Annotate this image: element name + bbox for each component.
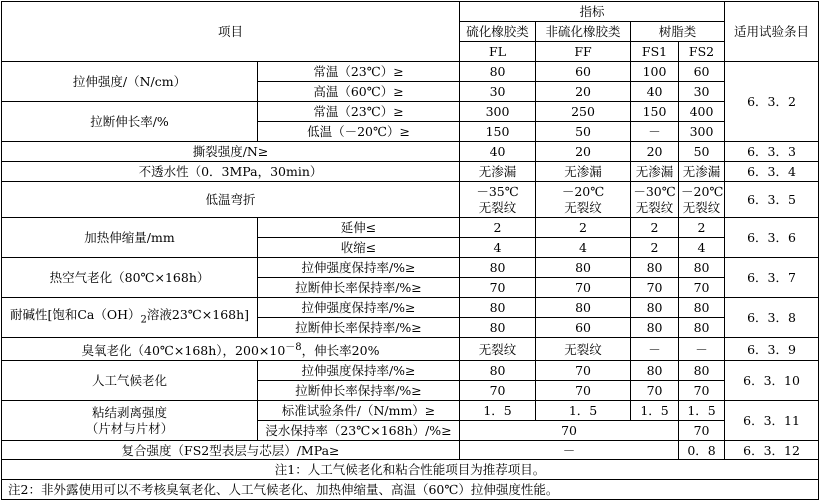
cell-value: －35℃ 无裂纹 [460, 182, 536, 218]
header-indicator: 指标 [460, 2, 725, 22]
row-label: 人工气候老化 [2, 361, 258, 401]
cell-value: 80 [631, 298, 679, 318]
cell-value: 60 [679, 62, 725, 82]
row-clause: 6．3．9 [725, 338, 819, 361]
note-1: 注1：人工气候老化和粘合性能项目为推荐项目。 [2, 460, 819, 480]
cell-value: 70 [679, 381, 725, 401]
cell-value: 1．5 [679, 401, 725, 421]
row-sublabel: 收缩≤ [258, 238, 460, 258]
cell-value: 70 [536, 381, 631, 401]
row-sublabel: 低温（－20℃）≥ [258, 122, 460, 142]
cell-value: 300 [460, 102, 536, 122]
table-row [2, 441, 819, 460]
cell-value: 无渗漏 [631, 162, 679, 182]
row-label: 拉伸强度/（N/cm） [2, 62, 258, 102]
header-code-fs2: FS2 [679, 42, 725, 62]
row-clause: 6．3．12 [725, 441, 819, 460]
cell-value: 60 [536, 318, 631, 338]
row-sublabel: 拉伸强度保持率/%≥ [258, 361, 460, 381]
cell-value: 2 [631, 238, 679, 258]
cell-value: 80 [460, 62, 536, 82]
table-row [2, 218, 819, 238]
table-row [2, 401, 819, 421]
row-label: 低温弯折 [2, 182, 460, 218]
row-clause: 6．3．5 [725, 182, 819, 218]
cell-value: 无渗漏 [460, 162, 536, 182]
cell-value: 20 [631, 142, 679, 162]
cell-value: 2 [460, 218, 536, 238]
cell-value: 40 [631, 82, 679, 102]
cell-value: 4 [536, 238, 631, 258]
cell-value: 30 [679, 82, 725, 102]
row-clause: 6．3．8 [725, 298, 819, 338]
table-row [2, 298, 819, 318]
cell-value: 70 [536, 361, 631, 381]
row-sublabel: 拉伸强度保持率/%≥ [258, 298, 460, 318]
cell-value: 2 [631, 218, 679, 238]
row-label: 复合强度（FS2型表层与芯层）/MPa≥ [2, 441, 460, 460]
cell-value: 80 [460, 258, 536, 278]
cell-value: 80 [631, 361, 679, 381]
cell-value: 50 [679, 142, 725, 162]
cell-value: － [679, 338, 725, 361]
table-row [2, 258, 819, 278]
row-label: 热空气老化（80℃×168h） [2, 258, 258, 298]
cell-value: 2 [536, 218, 631, 238]
table-row [2, 182, 819, 218]
row-label: 拉断伸长率/% [2, 102, 258, 142]
cell-value: 70 [679, 421, 725, 441]
cell-value: 50 [536, 122, 631, 142]
row-clause: 6．3．7 [725, 258, 819, 298]
cell-value: 40 [460, 142, 536, 162]
cell-value: 4 [679, 238, 725, 258]
row-sublabel: 常温（23℃）≥ [258, 62, 460, 82]
cell-value: 20 [536, 82, 631, 102]
cell-value: 80 [536, 298, 631, 318]
cell-value: － [460, 441, 679, 460]
row-clause: 6．3．6 [725, 218, 819, 258]
note-2: 注2：非外露使用可以不考核臭氧老化、人工气候老化、加热伸缩量、高温（60℃）拉伸强度性能。 [2, 480, 819, 500]
row-sublabel: 常温（23℃）≥ [258, 102, 460, 122]
table-row [2, 62, 819, 82]
cell-value: 80 [536, 258, 631, 278]
row-clause: 6．3．2 [725, 62, 819, 142]
cell-value: － [631, 122, 679, 142]
cell-value: 150 [631, 102, 679, 122]
table-row [2, 460, 819, 480]
cell-value: 70 [460, 421, 679, 441]
row-label: 不透水性（0．3MPa，30min） [2, 162, 460, 182]
header-code-ff: FF [536, 42, 631, 62]
cell-value: 80 [679, 298, 725, 318]
cell-value: 1．5 [536, 401, 631, 421]
cell-value: 80 [460, 318, 536, 338]
cell-value: 1．5 [631, 401, 679, 421]
cell-value: 无渗漏 [679, 162, 725, 182]
cell-value: 400 [679, 102, 725, 122]
header-code-fs1: FS1 [631, 42, 679, 62]
cell-value: 4 [460, 238, 536, 258]
cell-value: 无裂纹 [460, 338, 536, 361]
cell-value: 30 [460, 82, 536, 102]
cell-value: 1．5 [460, 401, 536, 421]
cell-value: 80 [460, 298, 536, 318]
row-clause: 6．3．3 [725, 142, 819, 162]
row-sublabel: 拉断伸长率保持率/%≥ [258, 278, 460, 298]
cell-value: 150 [460, 122, 536, 142]
row-clause: 6．3．4 [725, 162, 819, 182]
row-sublabel: 高温（60℃）≥ [258, 82, 460, 102]
cell-value: 80 [460, 361, 536, 381]
cell-value: 80 [631, 258, 679, 278]
row-label: 耐碱性[饱和$Ca(OH)_2$溶液23℃×168h] [2, 298, 258, 338]
table-row [2, 142, 819, 162]
cell-value: 80 [679, 361, 725, 381]
table-row [2, 480, 819, 500]
table-row [2, 162, 819, 182]
cell-value: 250 [536, 102, 631, 122]
cell-value: 无裂纹 [536, 338, 631, 361]
table-row [2, 338, 819, 361]
table-row [2, 102, 819, 122]
cell-value: 70 [631, 381, 679, 401]
row-sublabel: 浸水保持率（23℃×168h）/%≥ [258, 421, 460, 441]
row-sublabel: 标准试验条件/（N/mm）≥ [258, 401, 460, 421]
cell-value: 70 [460, 381, 536, 401]
row-clause: 6．3．10 [725, 361, 819, 401]
cell-value: 100 [631, 62, 679, 82]
cell-value: 300 [679, 122, 725, 142]
cell-value: 20 [536, 142, 631, 162]
row-label: 粘结剥离强度 （片材与片材） [2, 401, 258, 441]
cell-value: 70 [679, 278, 725, 298]
cell-value: 70 [631, 278, 679, 298]
row-label: 撕裂强度/N≥ [2, 142, 460, 162]
cell-value: 80 [679, 318, 725, 338]
cell-value: 60 [536, 62, 631, 82]
header-code-fl: FL [460, 42, 536, 62]
row-label: 臭氧老化（40℃×168h），$200\times 10^{-8}$，伸长率20% [2, 338, 460, 361]
cell-value: －30℃ 无裂纹 [631, 182, 679, 218]
row-sublabel: 拉断伸长率保持率/%≥ [258, 318, 460, 338]
properties-table [1, 1, 819, 500]
cell-value: 80 [679, 258, 725, 278]
cell-value: 2 [679, 218, 725, 238]
header-test-clause: 适用试验条目 [725, 2, 819, 62]
row-sublabel: 拉伸强度保持率/%≥ [258, 258, 460, 278]
row-label: 加热伸缩量/mm [2, 218, 258, 258]
cell-value: 80 [631, 318, 679, 338]
cell-value: 无渗漏 [536, 162, 631, 182]
row-sublabel: 延伸≤ [258, 218, 460, 238]
header-type-vulcanized: 硫化橡胶类 [460, 22, 536, 42]
cell-value: 70 [460, 278, 536, 298]
cell-value: －20℃ 无裂纹 [679, 182, 725, 218]
table-row [2, 361, 819, 381]
cell-value: －20℃ 无裂纹 [536, 182, 631, 218]
header-item: 项目 [2, 2, 460, 62]
row-sublabel: 拉断伸长率保持率/%≥ [258, 381, 460, 401]
header-type-nonvulcanized: 非硫化橡胶类 [536, 22, 631, 42]
cell-value: 0．8 [679, 441, 725, 460]
cell-value: 70 [536, 278, 631, 298]
cell-value: － [631, 338, 679, 361]
header-type-resin: 树脂类 [631, 22, 725, 42]
row-clause: 6．3．11 [725, 401, 819, 441]
